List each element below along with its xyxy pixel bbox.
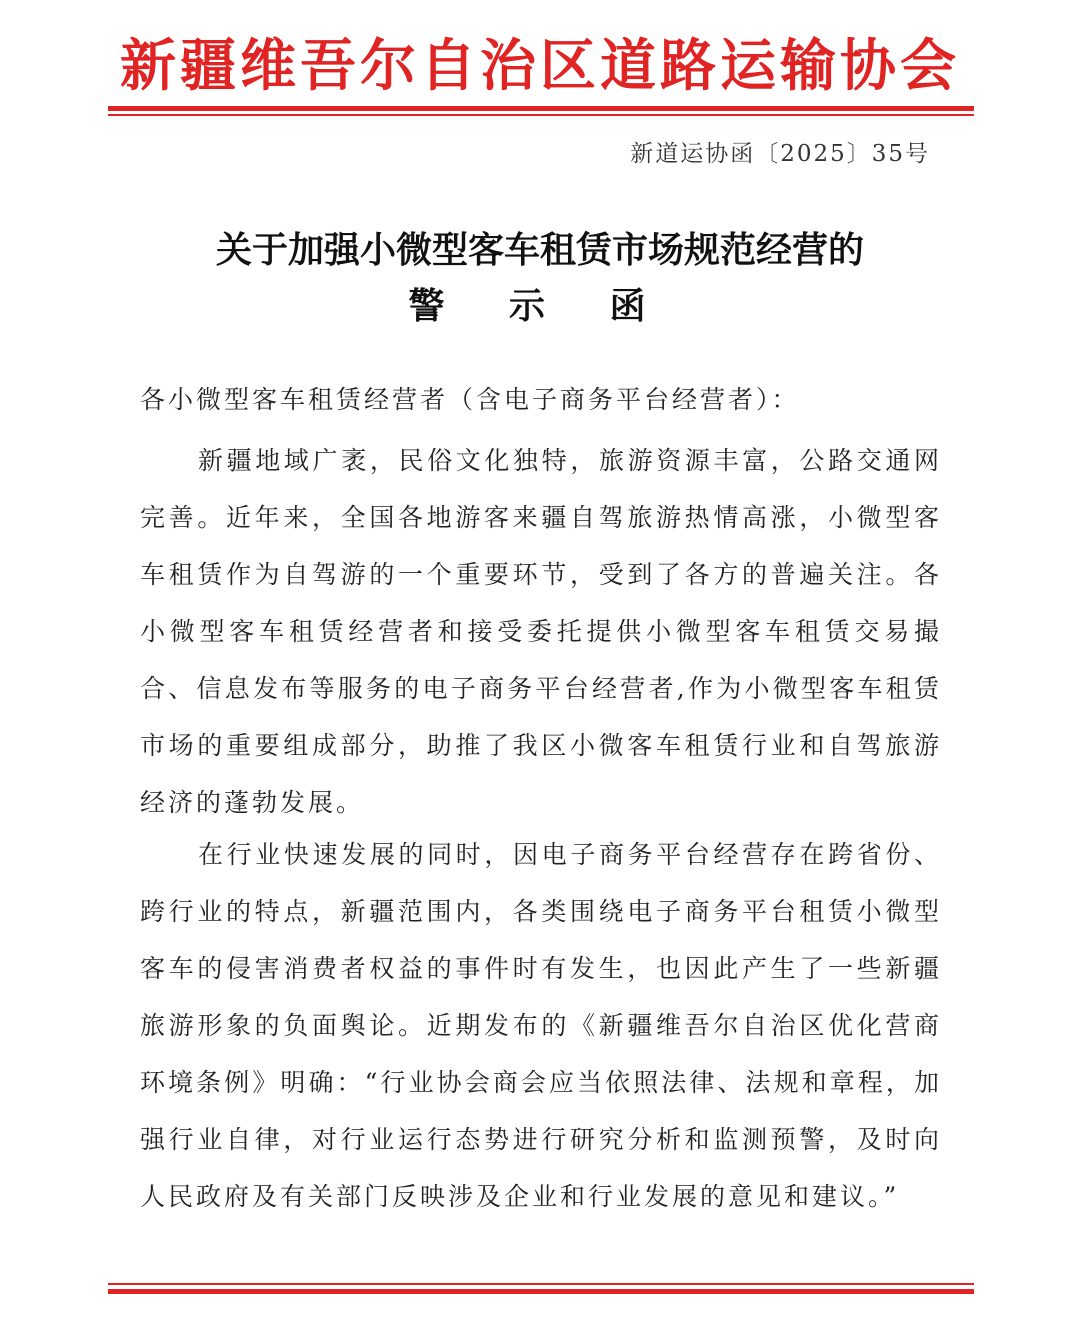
document-number: 新道运协函〔2025〕35号 [630, 141, 930, 167]
body-paragraph-2: 在行业快速发展的同时，因电子商务平台经营存在跨省份、跨行业的特点，新疆范围内，各类围绕电子商务平台租赁小微型客车的侵害消费者权益的事件时有发生，也因此产生了一些新疆旅游形象的负面舆论。近期发布的《新疆维吾尔自治区优化营商环境条例》明确：“行业协会商会应当依照法律、法规和章程，加强行业自律，对行业运行态势进行研究分析和监测预警，及时向人民政府及有关部门反映涉及企业和行业发展的意见和建议。” [140, 840, 942, 1211]
bottom-rule-thin [108, 1283, 974, 1285]
bottom-rule-thick [108, 1289, 974, 1294]
salutation: 各小微型客车租赁经营者（含电子商务平台经营者）： [140, 385, 800, 414]
body-paragraph-1: 新疆地域广袤，民俗文化独特，旅游资源丰富，公路交通网完善。近年来，全国各地游客来疆自驾旅游热情高涨，小微型客车租赁作为自驾游的一个重要环节，受到了各方的普遍关注。各小微型客车租赁经营者和接受委托提供小微型客车租赁交易撮合、信息发布等服务的电子商务平台经营者,作为小微型客车租赁市场的重要组成部分，助推了我区小微客车租赁行业和自驾旅游经济的蓬勃发展。 [140, 446, 942, 817]
letter-title-line1: 关于加强小微型客车租赁市场规范经营的 [215, 229, 864, 271]
letterhead-title: 新疆维吾尔自治区道路运输协会 [120, 33, 960, 99]
top-rule-thin [108, 114, 974, 116]
top-rule-thick [108, 106, 974, 111]
letter-title-line2: 警 示 函 [408, 285, 672, 327]
